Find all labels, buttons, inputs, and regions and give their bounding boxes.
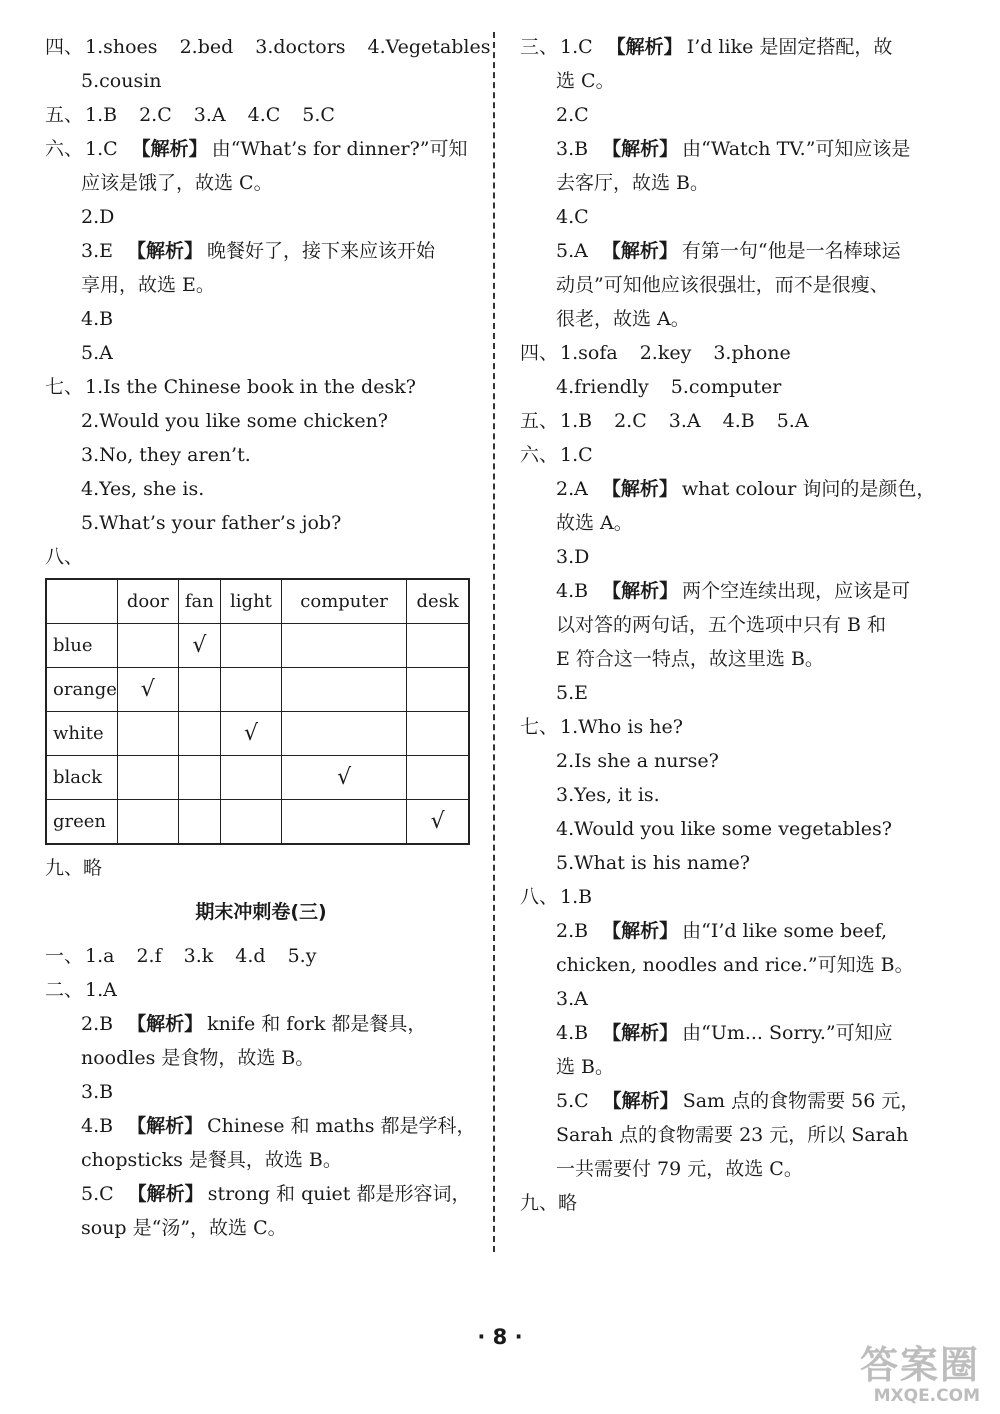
answer-item: 4.Yes, she is. (81, 478, 205, 500)
explanation-line (520, 166, 960, 200)
table-cell: √ (221, 712, 282, 756)
answer-item: 3.B (81, 1081, 114, 1103)
table-cell: √ (117, 668, 178, 712)
answer-item: 4.C (556, 206, 589, 228)
explanation-text: 由“Um... Sorry.”可知应 (682, 1022, 893, 1044)
answer-item: 3.phone (713, 342, 791, 364)
answer-item: 1.Who is he? (560, 716, 683, 738)
answer-line (520, 744, 960, 778)
explanation-text: chicken, noodles and rice.”可知选 B。 (556, 954, 914, 976)
answer-item: 1.Is the Chinese book in the desk? (85, 376, 416, 398)
answer-item: 2.C (556, 104, 589, 126)
answer-line (520, 336, 960, 370)
answer-line (520, 982, 960, 1016)
answer-line (45, 302, 477, 336)
row-label: orange (46, 668, 117, 712)
answer-item: 2.A (556, 478, 588, 500)
explanation-text: strong 和 quiet 都是形容词， (207, 1183, 471, 1205)
explanation-tag: 【解析】 (601, 240, 678, 262)
answer-item: 5.E (556, 682, 588, 704)
explanation-text: 晚餐好了，接下来应该开始 (207, 240, 436, 262)
section-label: 六、 (45, 138, 84, 160)
column-divider (493, 32, 495, 1252)
table-row (46, 712, 469, 756)
table-row (46, 800, 469, 845)
table-cell (281, 712, 407, 756)
section-label: 二、 (45, 979, 84, 1001)
explanation-text: 享用，故选 E。 (81, 274, 215, 296)
table-cell (407, 712, 469, 756)
table-cell (178, 668, 221, 712)
explanation-text: 很老，故选 A。 (556, 308, 690, 330)
answer-line (520, 1186, 960, 1220)
explanation-tag: 【解析】 (131, 138, 208, 160)
table-cell (281, 668, 407, 712)
explanation-line (45, 1211, 477, 1245)
explanation-text: 应该是饿了，故选 C。 (81, 172, 273, 194)
answer-item: 1.B (560, 410, 593, 432)
answer-line (520, 880, 960, 914)
answer-item: 1.C (85, 138, 118, 160)
table-cell: √ (178, 624, 221, 668)
answer-item: 4.d (235, 945, 266, 967)
answer-item: 2.bed (179, 36, 234, 58)
answer-item: 2.Would you like some chicken? (81, 410, 388, 432)
answer-item: 4.friendly (556, 376, 649, 398)
table-cell (178, 800, 221, 845)
answer-line (520, 98, 960, 132)
answer-line (520, 574, 960, 608)
table-header-cell: fan (178, 579, 221, 624)
explanation-text: 故选 A。 (556, 512, 633, 534)
answer-item: 4.B (81, 308, 114, 330)
answer-line (45, 472, 477, 506)
explanation-line (520, 64, 960, 98)
table-cell (221, 756, 282, 800)
section-label: 六、 (520, 444, 559, 466)
section-label: 四、 (520, 342, 559, 364)
explanation-tag: 【解析】 (602, 920, 679, 942)
explanation-text: what colour 询问的是颜色， (681, 478, 936, 500)
explanation-text: 两个空连续出现，应该是可 (682, 580, 911, 602)
answer-line (520, 438, 960, 472)
explanation-text: noodles 是食物，故选 B。 (81, 1047, 315, 1069)
color-object-table (45, 578, 470, 845)
section-label: 七、 (520, 716, 559, 738)
explanation-text: 选 B。 (556, 1056, 615, 1078)
answer-line (520, 1084, 960, 1118)
explanation-text: soup 是“汤”，故选 C。 (81, 1217, 287, 1239)
answer-line (45, 98, 477, 132)
explanation-text: Chinese 和 maths 都是学科， (207, 1115, 476, 1137)
answer-item: 5.computer (670, 376, 782, 398)
answer-item: 3.No, they aren’t. (81, 444, 251, 466)
answer-line (520, 370, 960, 404)
table-cell: √ (281, 756, 407, 800)
answer-line (45, 64, 477, 98)
answer-line (520, 812, 960, 846)
answer-item: 2.B (81, 1013, 114, 1035)
answer-item: 4.B (722, 410, 755, 432)
table-cell (407, 756, 469, 800)
answer-line (45, 540, 477, 574)
explanation-tag: 【解析】 (127, 1013, 204, 1035)
explanation-text: 一共需要付 79 元，故选 C。 (556, 1158, 803, 1180)
row-label: blue (46, 624, 117, 668)
answer-line (520, 132, 960, 166)
explanation-line (520, 268, 960, 302)
section-label: 五、 (520, 410, 559, 432)
answer-line (45, 939, 477, 973)
answer-line (45, 506, 477, 540)
right-column (520, 30, 960, 1220)
explanation-text: 以对答的两句话，五个选项中只有 B 和 (556, 614, 887, 636)
answer-item: 1.B (560, 886, 593, 908)
explanation-text: 由“Watch TV.”可知应该是 (682, 138, 911, 160)
explanation-tag: 【解析】 (606, 36, 683, 58)
answer-item: 3.A (668, 410, 701, 432)
table-row (46, 668, 469, 712)
watermark-url: MXQE.COM (873, 1386, 980, 1406)
table-header-cell: light (221, 579, 282, 624)
answer-item: 3.D (556, 546, 590, 568)
answer-line (520, 846, 960, 880)
answer-line (45, 1109, 477, 1143)
answer-item: 5.A (81, 342, 113, 364)
answer-line (520, 234, 960, 268)
table-header-cell (46, 579, 117, 624)
answer-line (45, 973, 477, 1007)
row-label: black (46, 756, 117, 800)
section-label: 一、 (45, 945, 84, 967)
answer-item: 5.C (556, 1090, 589, 1112)
answer-item: 5.C (81, 1183, 114, 1205)
section-title: 期末冲刺卷(三) (195, 901, 327, 923)
explanation-tag: 【解析】 (602, 580, 679, 602)
explanation-tag: 【解析】 (602, 138, 679, 160)
explanation-text: 有第一句“他是一名棒球运 (681, 240, 901, 262)
explanation-line (45, 166, 477, 200)
answer-line (520, 472, 960, 506)
table-header-cell: door (117, 579, 178, 624)
table-cell (178, 756, 221, 800)
answer-item: 2.Is she a nurse? (556, 750, 719, 772)
answer-item: 3.Yes, it is. (556, 784, 660, 806)
section-label: 七、 (45, 376, 84, 398)
answer-item: 1.C (560, 36, 593, 58)
table-cell (117, 756, 178, 800)
table-cell (407, 668, 469, 712)
explanation-line (520, 948, 960, 982)
explanation-line (520, 1152, 960, 1186)
explanation-line (45, 1041, 477, 1075)
answer-item: 4.B (556, 1022, 589, 1044)
answer-item: 4.B (556, 580, 589, 602)
table-cell (407, 624, 469, 668)
explanation-tag: 【解析】 (601, 478, 678, 500)
answer-item: 1.sofa (560, 342, 618, 364)
answer-line (45, 234, 477, 268)
answer-line (45, 336, 477, 370)
table-cell (178, 712, 221, 756)
answer-line (45, 438, 477, 472)
answer-line (520, 200, 960, 234)
answer-item: 5.A (776, 410, 809, 432)
table-header-cell: desk (407, 579, 469, 624)
answer-line (520, 30, 960, 64)
table-cell (281, 624, 407, 668)
answer-item: 1.shoes (85, 36, 158, 58)
answer-item: 3.A (556, 988, 588, 1010)
answer-item: 1.a (85, 945, 115, 967)
answer-item: 3.E (81, 240, 113, 262)
answer-line (520, 1016, 960, 1050)
answer-item: 4.Vegetables (367, 36, 491, 58)
answer-item: 2.key (639, 342, 692, 364)
left-column (45, 30, 491, 1245)
answer-line (45, 200, 477, 234)
answer-item: 1.C (560, 444, 593, 466)
watermark-logo (820, 1345, 980, 1407)
section-label: 五、 (45, 104, 84, 126)
answer-line (45, 1075, 477, 1109)
explanation-text: 由“I’d like some beef, (682, 920, 888, 942)
explanation-line (45, 268, 477, 302)
answer-item: 5.cousin (81, 70, 162, 92)
answer-item: 3.A (193, 104, 226, 126)
answer-item: 5.y (287, 945, 317, 967)
explanation-line (520, 302, 960, 336)
explanation-text: Sarah 点的食物需要 23 元，所以 Sarah (556, 1124, 909, 1146)
table-cell (221, 800, 282, 845)
answer-line (45, 1007, 477, 1041)
explanation-tag: 【解析】 (602, 1090, 679, 1112)
row-label: white (46, 712, 117, 756)
answer-item: 2.D (81, 206, 115, 228)
answer-line (45, 370, 477, 404)
table-cell (117, 800, 178, 845)
explanation-tag: 【解析】 (127, 1183, 204, 1205)
answer-item: 2.C (614, 410, 647, 432)
section-label: 四、 (45, 36, 84, 58)
table-cell (117, 624, 178, 668)
answer-item: 3.k (183, 945, 214, 967)
table-header-row (46, 579, 469, 624)
row-label: green (46, 800, 117, 845)
answer-item: 4.B (81, 1115, 114, 1137)
explanation-text: E 符合这一特点，故这里选 B。 (556, 648, 824, 670)
answer-item: 3.doctors (255, 36, 346, 58)
answer-line (520, 676, 960, 710)
answer-line (45, 30, 491, 64)
answer-item: 5.A (556, 240, 588, 262)
explanation-text: chopsticks 是餐具，故选 B。 (81, 1149, 342, 1171)
table-cell (281, 800, 407, 845)
answer-item: 2.C (139, 104, 172, 126)
watermark-text: 答案圈 (859, 1343, 980, 1387)
answer-item: 1.B (85, 104, 118, 126)
explanation-tag: 【解析】 (127, 1115, 204, 1137)
table-cell (221, 624, 282, 668)
explanation-line (520, 506, 960, 540)
answer-item: 1.A (85, 979, 117, 1001)
answer-item: 2.f (136, 945, 162, 967)
explanation-text: 去客厅，故选 B。 (556, 172, 710, 194)
answer-line (45, 851, 477, 885)
explanation-line (45, 1143, 477, 1177)
answer-line (520, 914, 960, 948)
explanation-line (520, 1118, 960, 1152)
answer-item: 3.B (556, 138, 589, 160)
section-label: 九、略 (520, 1192, 578, 1214)
answer-item: 4.Would you like some vegetables? (556, 818, 892, 840)
section-label: 八、 (45, 546, 84, 568)
explanation-text: I’d like 是固定搭配，故 (686, 36, 893, 58)
answer-line (520, 710, 960, 744)
answer-line (520, 540, 960, 574)
table-row (46, 624, 469, 668)
answer-line (520, 404, 960, 438)
answer-line (520, 778, 960, 812)
page-number: · 8 · (477, 1325, 523, 1349)
table-cell: √ (407, 800, 469, 845)
explanation-text: knife 和 fork 都是餐具， (207, 1013, 427, 1035)
answer-line (45, 404, 477, 438)
answer-item: 5.What is his name? (556, 852, 750, 874)
answer-item: 5.C (302, 104, 335, 126)
table-cell (117, 712, 178, 756)
explanation-tag: 【解析】 (602, 1022, 679, 1044)
explanation-text: 由“What’s for dinner?”可知 (211, 138, 468, 160)
explanation-text: 选 C。 (556, 70, 615, 92)
section-label: 八、 (520, 886, 559, 908)
explanation-tag: 【解析】 (127, 240, 204, 262)
table-row (46, 756, 469, 800)
explanation-line (520, 642, 960, 676)
section-label: 三、 (520, 36, 559, 58)
table-cell (221, 668, 282, 712)
explanation-text: Sam 点的食物需要 56 元， (682, 1090, 920, 1112)
answer-line (45, 1177, 477, 1211)
explanation-text: 动员”可知他应该很强壮，而不是很瘦、 (556, 274, 889, 296)
explanation-line (520, 1050, 960, 1084)
answer-item: 4.C (247, 104, 281, 126)
answer-line (45, 132, 477, 166)
table-header-cell: computer (281, 579, 407, 624)
explanation-line (520, 608, 960, 642)
section-label: 九、略 (45, 857, 103, 879)
answer-item: 2.B (556, 920, 589, 942)
answer-item: 5.What’s your father’s job? (81, 512, 342, 534)
